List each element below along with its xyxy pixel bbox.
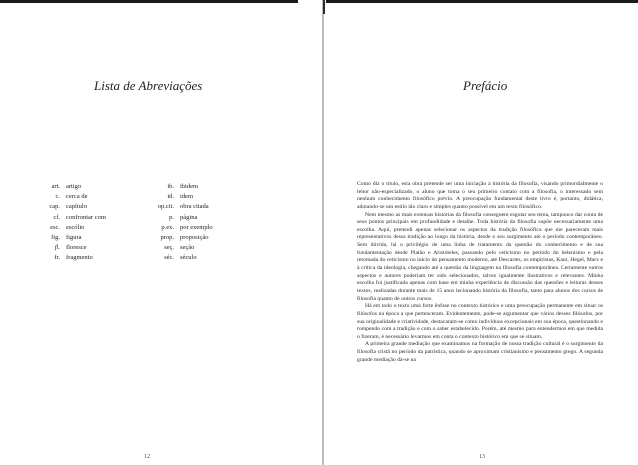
abbreviation-row — [36, 243, 106, 253]
page-number-left: 12 — [144, 454, 150, 460]
preface-body — [357, 181, 603, 364]
abbreviation-meaning: cerca de — [66, 193, 88, 201]
abbreviations-heading: Lista de Abreviações — [94, 78, 203, 93]
abbreviation: art. — [51, 183, 60, 190]
abbreviation-row — [36, 233, 106, 243]
abbreviation-row — [36, 213, 106, 223]
abbreviation-meaning: página — [180, 213, 198, 221]
abbreviation-row — [36, 192, 106, 202]
preface-paragraph: A primeira grande mediação que examinamos na formação de nossa tradição cultural é o surgimento da filosofia cristã no período da patrística, quando se aproximam cristianismo e pensamento grego. A segunda grande mediação dá-se na — [357, 341, 603, 363]
abbreviation: fl. — [54, 244, 60, 252]
abbreviation-meaning: fragmento — [66, 254, 93, 262]
abbreviation-row — [146, 182, 213, 192]
abbreviation-meaning: floresce — [66, 244, 87, 252]
abbreviation: cap. — [49, 203, 60, 211]
abbreviation: seç. — [164, 244, 174, 252]
abbreviation-row — [36, 223, 106, 233]
abbreviation-meaning: por exemplo — [180, 223, 213, 231]
abbreviation: ib. — [167, 183, 174, 190]
abbreviation: cf. — [53, 213, 60, 221]
abbreviation: esc. — [50, 223, 60, 231]
abbreviation: fr. — [54, 254, 60, 262]
abbreviation: op.cit. — [157, 203, 174, 211]
abbreviation: séc. — [164, 254, 174, 262]
abbreviation: id. — [167, 193, 174, 201]
abbreviation-row — [146, 253, 213, 263]
abbreviation: c. — [55, 193, 60, 201]
abbreviation-meaning: proposição — [180, 234, 209, 242]
abbreviation-meaning: escólio — [66, 223, 85, 231]
abbreviation-meaning: capítulo — [66, 203, 87, 211]
abbreviation-meaning: artigo — [66, 183, 82, 190]
abbreviation-row — [146, 192, 213, 202]
abbreviation-row — [146, 223, 213, 233]
abbreviation-row — [36, 253, 106, 263]
preface-paragraph: Há em todo o texto uma forte ênfase no contexto histórico e uma preocupação permanente em situar os filósofos na época a que pertenceram. Evidentemente, pode-se argumentar que vários desses filósofos, por sua originalidade e criatividade, destacaram-se como indivíduos excepcionais em sua época, questionando e rompendo com a tradição e com o saber estabelecido. Porém, até mesmo para entendermos em que medida o fizeram, é necessário levarmos em conta o contexto histórico em que se situam. — [357, 303, 603, 340]
preface-heading: Prefácio — [463, 78, 508, 93]
abbreviation-row — [146, 243, 213, 253]
abbreviation-meaning: obra citada — [180, 203, 209, 211]
abbreviation-meaning: figura — [66, 234, 82, 242]
abbreviation: p.ex. — [161, 223, 174, 231]
abbreviation: prop. — [160, 234, 174, 242]
preface-paragraph: Nem mesmo as mais extensas histórias da filosofia conseguem esgotar seu tema, tampouco dar conta de seus pontos principais em profundidade e detalhe. Toda história da filosofia supõe necessariamente uma escolha. Aqui, pretendi apenas selecionar os aspectos da tradição filosófica que me pareceram mais representativos dessa tradição ao longo da história, desde o seu surgimento até o período contemporâneo. Sem dúvida, há o privilégio de uma linha de tratamento da questão do conhecimento e de sua fundamentação desde Platão e Aristóteles, passando pelo ceticismo no período do helenismo e pela retomada do ceticismo no início do pensamento moderno, até Descartes, os empiristas, Kant, Hegel, Marx e à crítica da ideologia, chegando até a questão da linguagem na filosofia contemporânea. Certamente outros aspectos e autores poderiam ter sido selecionados, talvez igualmente ilustrativos e relevantes. Minha escolha foi justificada apenas com base em minha experiência de discussão das questões e leituras desses textos, realizadas durante mais de 15 anos lecionando história da filosofia, tanto para alunos dos cursos de filosofia quanto de outros cursos. — [357, 211, 603, 302]
preface-paragraph: Como diz o título, esta obra pretende ser uma iniciação à história da filosofia, visando primordialmente o leitor não-especializado, o aluno que toma o seu primeiro contato com a filosofia, o interessado sem nenhum conhecimento filosófico prévio. A preocupação fundamental deste livro é, portanto, didática, adotando-se um estilo tão claro e simples quanto possível em um texto filosófico. — [357, 181, 603, 210]
crop-mark-right — [326, 0, 638, 3]
abbreviation: fig. — [51, 234, 60, 242]
abbreviation-row — [146, 213, 213, 223]
abbreviation-row — [36, 182, 106, 192]
page-number-right: 13 — [479, 454, 485, 460]
gutter-mark — [323, 0, 325, 14]
abbreviation-meaning: seção — [180, 244, 195, 252]
abbreviation-meaning: século — [180, 254, 197, 262]
abbreviation: p. — [169, 213, 174, 221]
abbreviation-meaning: confrontar com — [66, 213, 106, 221]
abbreviation-row — [146, 233, 213, 243]
abbreviations-column-1 — [36, 182, 106, 264]
abbreviations-column-2 — [146, 182, 213, 264]
abbreviation-row — [146, 202, 213, 212]
abbreviation-meaning: ibidem — [180, 183, 199, 190]
abbreviation-meaning: idem — [180, 193, 193, 201]
page-gutter — [322, 0, 324, 465]
abbreviation-row — [36, 202, 106, 212]
